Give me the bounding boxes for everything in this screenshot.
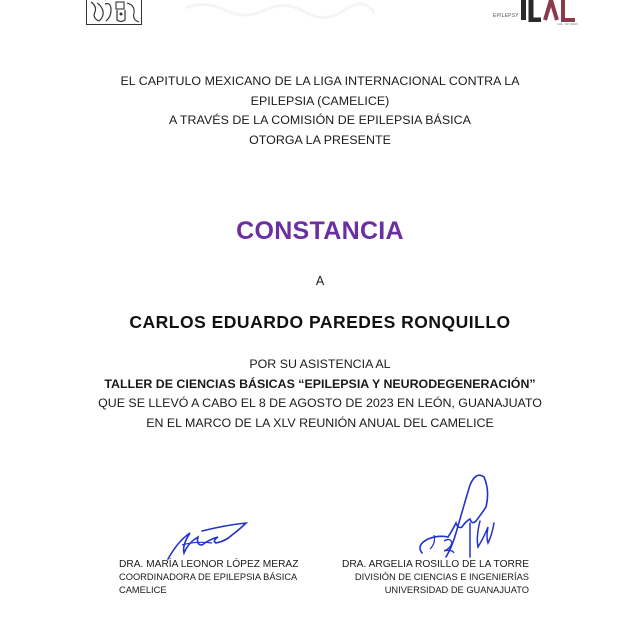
certificate-body bbox=[0, 355, 640, 433]
body-line: QUE SE LLEVÓ A CABO EL 8 DE AGOSTO DE 2023 EN LEÓN, GUANAJUATO bbox=[98, 396, 542, 410]
ilae-tagline: ILAE · 100 YEARS bbox=[557, 23, 578, 26]
body-line: POR SU ASISTENCIA AL bbox=[249, 357, 391, 371]
ilae-epilepsy-label: EPILEPSY bbox=[493, 13, 519, 19]
signer-name: DRA. ARGELIA ROSILLO DE LA TORRE bbox=[341, 559, 529, 570]
watermark-decoration bbox=[185, 0, 375, 20]
workshop-title: TALLER DE CIENCIAS BÁSICAS “EPILEPSIA Y NEURODEGENERACIÓN” bbox=[104, 376, 536, 391]
certificate-title: CONSTANCIA bbox=[236, 217, 404, 245]
signature-right-icon bbox=[410, 465, 520, 570]
signature-block-right bbox=[342, 558, 529, 597]
to-label: A bbox=[315, 274, 325, 288]
body-line: EN EL MARCO DE LA XLV REUNIÓN ANUAL DEL CAMELICE bbox=[146, 415, 494, 430]
signer-name: DRA. MARÍA LEONOR LÓPEZ MERAZ bbox=[119, 559, 299, 570]
ilae-logo-icon bbox=[487, 0, 587, 30]
header-line: OTORGA LA PRESENTE bbox=[249, 132, 391, 147]
signature-block-left bbox=[119, 558, 298, 597]
signer-role: DIVISIÓN DE CIENCIAS E INGENIERÍAS bbox=[354, 572, 529, 582]
header-line: EPILEPSIA (CAMELICE) bbox=[250, 93, 390, 108]
header-line: A TRAVÉS DE LA COMISIÓN DE EPILEPSIA BÁSICA bbox=[169, 113, 471, 127]
camelice-emblem-icon bbox=[86, 0, 142, 25]
recipient-name: CARLOS EDUARDO PAREDES RONQUILLO bbox=[129, 312, 511, 332]
signer-org: UNIVERSIDAD DE GUANAJUATO bbox=[384, 585, 529, 595]
signer-org: CAMELICE bbox=[119, 585, 167, 595]
header-line: EL CAPITULO MEXICANO DE LA LIGA INTERNACIONAL CONTRA LA bbox=[120, 74, 520, 88]
issuer-header bbox=[0, 72, 640, 150]
signature-left-icon bbox=[160, 515, 260, 563]
signer-role: COORDINADORA DE EPILEPSIA BÁSICA bbox=[119, 572, 298, 582]
